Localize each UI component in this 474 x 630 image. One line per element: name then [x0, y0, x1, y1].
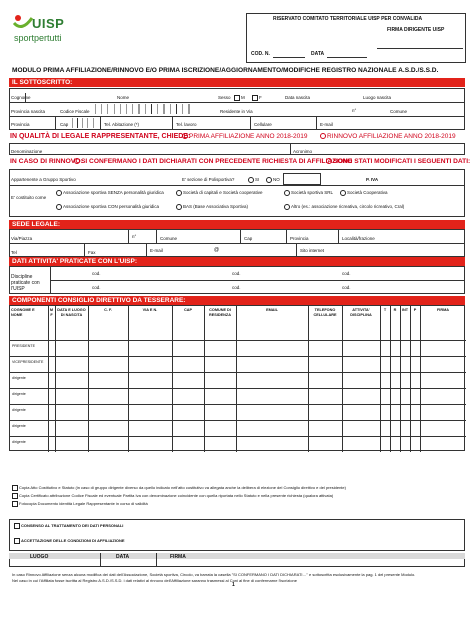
table-row[interactable] [10, 404, 466, 420]
option-srl[interactable]: Società sportiva SRL [284, 190, 333, 196]
council-row-role: dirigente [12, 392, 26, 396]
option-assoc-con[interactable]: Associazione sportiva CON personalità giuridica [56, 204, 159, 210]
label-numero: n° [352, 108, 357, 113]
council-row-role: dirigente [12, 440, 26, 444]
council-header-cell: TELEFONO CELLULARE [313, 308, 337, 317]
council-header-cell: COGNOME E NOME [11, 308, 35, 317]
section-legal: SEDE LEGALE: [9, 220, 465, 229]
council-header-cell: CAP [183, 308, 193, 312]
renewal-confirm-option[interactable]: SI CONFERMANO I DATI DICHIARATI CON PRECEDENTE RICHIESTA DI AFFILIAZIONE [74, 157, 352, 166]
council-row-role: dirigente [12, 424, 26, 428]
renewal-affiliation-option[interactable]: RINNOVO AFFILIAZIONE ANNO 2018-2019 [320, 133, 456, 141]
data-nascita-field[interactable] [314, 93, 360, 102]
radio-societa-capitali[interactable] [176, 190, 182, 196]
label-legal-fax: Fax [88, 250, 96, 255]
council-header-cell: C. F. [104, 308, 112, 312]
table-row[interactable] [10, 436, 466, 452]
label-legal-n: n° [132, 234, 137, 239]
cap-boxes[interactable] [72, 118, 98, 128]
cognome-field[interactable] [26, 93, 114, 102]
council-row-role: VICEPRESIDENTE [12, 360, 44, 364]
role-line [10, 132, 190, 141]
radio-assoc-senza[interactable] [56, 190, 62, 196]
label-nome: Nome [117, 95, 130, 100]
committee-date: DATA [311, 51, 325, 57]
label-acronimo: Acronimo [293, 149, 313, 154]
sezione-no-option[interactable]: NO [266, 177, 280, 183]
label-costituito: E' costituito come [11, 195, 47, 200]
radio-assoc-con[interactable] [56, 204, 62, 210]
note-item[interactable]: Fotocopia Documento identità Legale Rappresentante in corso di validità [12, 501, 462, 507]
radio-sezione-si[interactable] [248, 177, 254, 183]
label-legal-comune: Comune [160, 236, 178, 241]
option-altro[interactable]: Altro (es.: associazione ricreativa, circolo ricreativo, Cral) [284, 204, 404, 210]
radio-sezione-no[interactable] [266, 177, 272, 183]
label-legal-provincia: Provincia [290, 236, 309, 241]
label-legal-cap: Cap [244, 236, 253, 241]
committee-box [246, 13, 466, 63]
label-residente: Residente in Via [220, 109, 253, 114]
council-row-role: PRESIDENTE [12, 344, 35, 348]
cod-4: cod. [92, 285, 101, 290]
committee-signature: FIRMA DIRIGENTE UISP [387, 27, 445, 33]
role-lead: IN QUALITÀ DI LEGALE RAPPRESENTANTE, CHIEDE: [10, 133, 191, 140]
label-luogo: LUOGO [30, 554, 49, 560]
label-sesso: Sesso [218, 95, 231, 100]
uisp-logo-icon [12, 14, 34, 32]
denomination-grid [9, 143, 465, 155]
option-assoc-senza[interactable]: Associazione sportiva SENZA personalità giuridica [56, 190, 164, 196]
council-header-cell: EMAIL [266, 308, 278, 312]
table-row[interactable] [10, 388, 466, 404]
logo-brand: UISP [32, 16, 65, 31]
council-header-cell: FIRMA [436, 308, 450, 312]
nome-field[interactable] [130, 93, 216, 102]
committee-cod: COD. N. [251, 51, 270, 57]
council-header-cell: DATA E LUOGO DI NASCITA [57, 308, 86, 317]
label-email: E-mail [320, 122, 333, 127]
label-legal-email: E-mail [150, 248, 163, 253]
council-header-cell: R [393, 308, 397, 312]
activity-label: Discipline praticate con l'UISP [11, 274, 40, 292]
council-row-role: dirigente [12, 376, 26, 380]
cf-boxes[interactable] [95, 104, 195, 114]
consent-1[interactable]: CONSENSO AL TRATTAMENTO DEI DATI PERSONALI [14, 523, 454, 529]
sex-m-option[interactable]: M [234, 95, 245, 101]
council-header-cell: VIA E N. [142, 308, 158, 312]
first-affiliation-option[interactable]: PRIMA AFFILIAZIONE ANNO 2018-2019 [182, 133, 308, 141]
radio-srl[interactable] [284, 190, 290, 196]
label-sezione: E' sezione di Polisportiva? [182, 177, 235, 182]
label-data: DATA [116, 554, 130, 560]
logo-sub: sportpertutti [14, 33, 62, 43]
label-via: Via/Piazza [11, 236, 33, 241]
cod-2: cod. [232, 271, 241, 276]
consent-2[interactable]: ACCETTAZIONE DELLE CONDIZIONI DI AFFILIAZIONE [14, 538, 454, 544]
label-appartenenza: Appartenente a Gruppo Sportivo [11, 177, 76, 182]
cod-1: cod. [92, 271, 101, 276]
renewal-modified-option[interactable]: SONO STATI MODIFICATI I SEGUENTI DATI: [326, 157, 470, 166]
label-tel-abitazione: Tel. Abitazione (*) [104, 122, 140, 127]
label-comune: Comune [390, 109, 408, 114]
checkbox-f[interactable] [252, 95, 258, 101]
label-legal-tel: Tel [11, 250, 17, 255]
notes-list [12, 485, 462, 507]
cod-3: cod. [342, 271, 351, 276]
label-data-nascita: Data nascita [285, 95, 311, 100]
label-firma: FIRMA [170, 554, 186, 560]
label-provincia-nascita: Provincia nascita [11, 109, 46, 114]
sex-f-option[interactable]: F [252, 95, 262, 101]
council-row-role: dirigente [12, 408, 26, 412]
council-table [9, 305, 465, 451]
table-row[interactable] [10, 372, 466, 388]
radio-renewal-modified[interactable] [326, 158, 332, 164]
table-row[interactable] [10, 420, 466, 436]
label-cellulare: Cellulare [254, 122, 272, 127]
committee-title: RISERVATO COMITATO TERRITORIALE UISP PER CONVALIDA [273, 16, 423, 22]
label-cognome: Cognome [11, 95, 31, 100]
main-title: MODULO PRIMA AFFILIAZIONE/RINNOVO E/O PRIMA ISCRIZIONE/AGGIORNAMENTO/MODIFICHE REGISTRO NAZIONALE A.S.D./S.S.D. [12, 67, 439, 74]
sezione-si-option[interactable]: SI [248, 177, 259, 183]
option-cooperativa[interactable]: Società Cooperativa [340, 190, 388, 196]
cod-5: cod. [232, 285, 241, 290]
label-legal-sito: Sito internet [300, 248, 325, 253]
council-header-cell: M F [49, 308, 54, 317]
renewal-lead: IN CASO DI RINNOVO: [10, 158, 83, 165]
label-cap: Cap [60, 122, 69, 127]
radio-renewal-affiliation[interactable] [320, 133, 326, 139]
label-tel-lavoro: Tel. lavoro [176, 122, 197, 127]
radio-first-affiliation[interactable] [182, 133, 188, 139]
section-council: COMPONENTI CONSIGLIO DIRETTIVO DA TESSERARE: [9, 296, 465, 305]
council-header-cell: T [383, 308, 387, 312]
radio-cooperativa[interactable] [340, 190, 346, 196]
footer-text: In caso Rinnovo Affiliazione senza alcuna modifica dei dati dell'Associazione, Società sportiva, Circolo, va barrata la casella "SI CONFERMANO I DATI DICHIARATI…" e sottoscritta esclusivamente la pag. 1 del presente Modulo. Nel caso in cui l'Affiliata fosse iscritta al Registro A.S.D./S.S.D. i dati relativi al rinnovo dell'Affiliazione saranno trasmessi al Coni al fine di confermarne l'iscrizione [12, 572, 416, 583]
page-number: 1 [232, 582, 235, 588]
label-luogo-nascita: Luogo nascita [363, 95, 392, 100]
sezione-box[interactable] [283, 173, 321, 185]
section-activity: DATI ATTIVITA' PRATICATE CON L'UISP: [9, 257, 465, 266]
logo [12, 14, 82, 44]
council-header-cell: COMUNE DI RESIDENZA [209, 308, 231, 317]
label-denominazione: Denominazione [11, 149, 43, 154]
table-row[interactable] [10, 356, 466, 372]
council-header-cell: INT [401, 308, 409, 312]
radio-renewal-confirm[interactable] [74, 158, 80, 164]
checkbox-m[interactable] [234, 95, 240, 101]
note-item[interactable]: Copia Certificato attribuzione Codice Fiscale ed eventuale Partita Iva con denominazione coincidente con quella riportata nello Statuto e nella presente richiesta (qualora attivata) [12, 493, 462, 499]
at-icon: @ [214, 247, 220, 253]
note-item[interactable]: Copia Atto Costitutivo e Statuto (in caso di gruppo dirigente diverso da quello indicato nell'atto costitutivo va allegata anche la delibera di elezione del Consiglio direttivo e del presidente) [12, 485, 462, 491]
radio-altro[interactable] [284, 204, 290, 210]
table-row[interactable] [10, 340, 466, 356]
section-signer: IL SOTTOSCRITTO: [9, 78, 465, 87]
label-codice-fiscale: Codice Fiscale [60, 109, 90, 114]
label-piva: P. IVA [366, 177, 379, 182]
cod-6: cod. [342, 285, 351, 290]
council-header-cell: ATTIVITA' DISCIPLINA [350, 308, 372, 317]
label-legal-localita: Località/frazione [342, 236, 375, 241]
label-provincia: Provincia [11, 122, 30, 127]
council-header-cell: P [413, 308, 417, 312]
option-societa-capitali[interactable]: Società di capitali e Società cooperative [176, 190, 263, 196]
option-bas[interactable]: BAS (Base Associativa Sportiva) [176, 204, 248, 210]
radio-bas[interactable] [176, 204, 182, 210]
